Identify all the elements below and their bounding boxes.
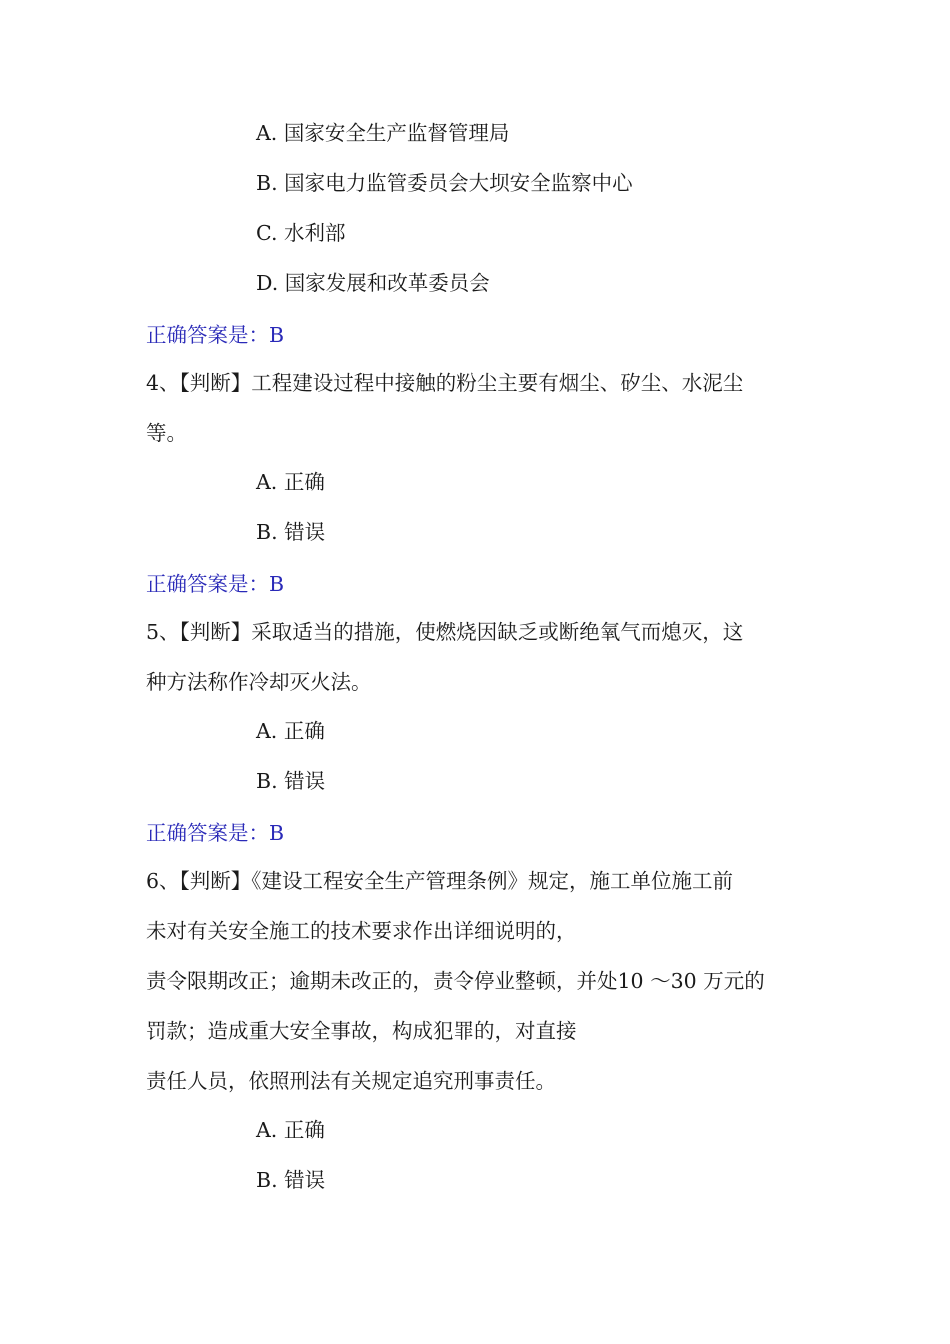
q4-option-a: A. 正确 (256, 470, 325, 494)
q6-text-line-4: 罚款；造成重大安全事故，构成犯罪的，对直接 (146, 1019, 577, 1043)
q3-option-c: C. 水利部 (256, 221, 346, 245)
q5-option-a: A. 正确 (256, 719, 325, 743)
q3-option-d: D. 国家发展和改革委员会 (256, 271, 490, 295)
q5-text-line-2: 种方法称作冷却灭火法。 (146, 670, 372, 694)
q3-option-a: A. 国家安全生产监督管理局 (256, 121, 510, 145)
q3-option-b: B. 国家电力监管委员会大坝安全监察中心 (256, 171, 633, 195)
q5-answer: 正确答案是：B (146, 821, 285, 845)
q6-text-line-5: 责任人员，依照刑法有关规定追究刑事责任。 (146, 1069, 556, 1093)
q6-text-line-2: 未对有关安全施工的技术要求作出详细说明的， (146, 919, 577, 943)
q5-option-b: B. 错误 (256, 769, 326, 793)
q6-text-line-3: 责令限期改正；逾期未改正的，责令停业整顿，并处10 ～30 万元的 (146, 969, 765, 993)
q6-option-a: A. 正确 (256, 1118, 325, 1142)
q5-text-line-1: 5、【判断】采取适当的措施，使燃烧因缺乏或断绝氧气而熄灭，这 (146, 620, 744, 644)
q6-text-line-1: 6、【判断】《建设工程安全生产管理条例》规定，施工单位施工前 (146, 869, 734, 893)
q4-option-b: B. 错误 (256, 520, 326, 544)
q6-option-b: B. 错误 (256, 1168, 326, 1192)
q4-answer: 正确答案是：B (146, 572, 285, 596)
q4-text-line-2: 等。 (146, 421, 187, 445)
q4-text-line-1: 4、【判断】工程建设过程中接触的粉尘主要有烟尘、矽尘、水泥尘 (146, 371, 744, 395)
q3-answer: 正确答案是：B (146, 323, 285, 347)
